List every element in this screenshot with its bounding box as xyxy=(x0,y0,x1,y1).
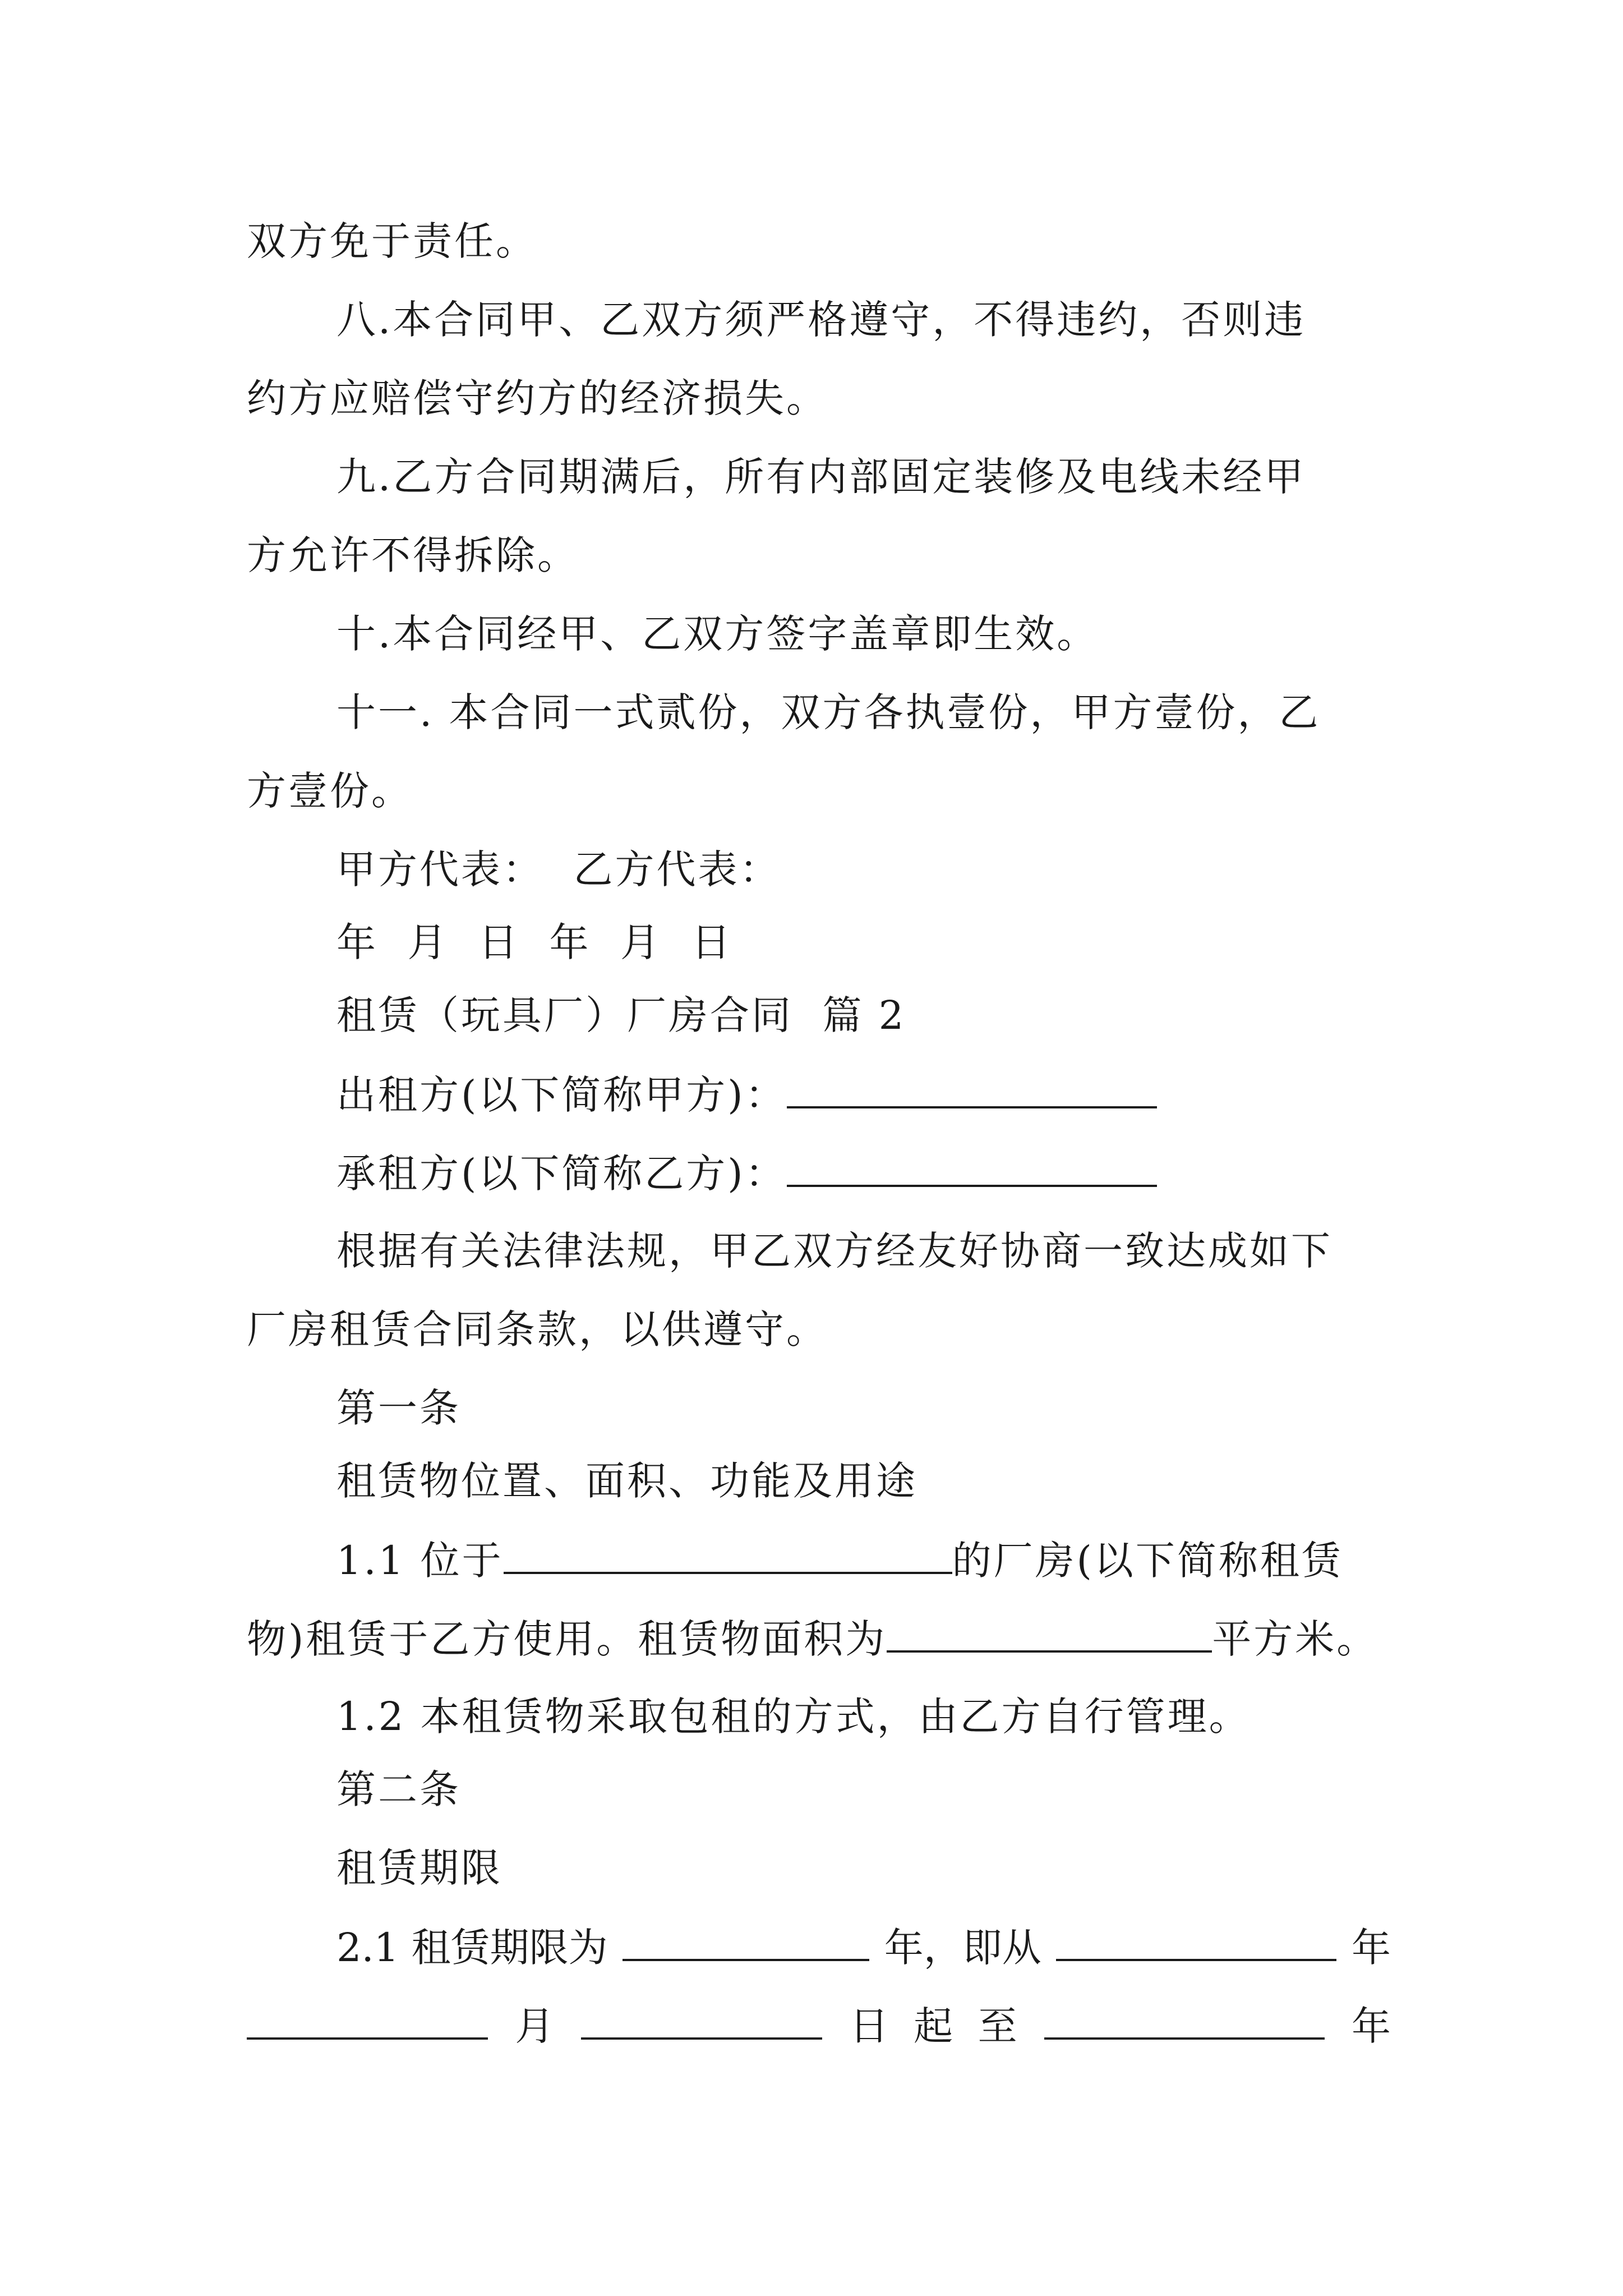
clause-2-1-text-e: 日 起 至 xyxy=(849,2003,1017,2049)
location-blank xyxy=(504,1531,952,1574)
clause-2-1-text-b: 年，即从 xyxy=(884,1925,1041,1971)
clause-1-2: 1.2 本租赁物采取包租的方式，由乙方自行管理。 xyxy=(336,1694,1251,1740)
clause-10: 十.本合同经甲、乙双方签字盖章即生效。 xyxy=(336,611,1099,657)
clause-2-1-line-2 xyxy=(247,1997,1391,2053)
article-2-title: 租赁期限 xyxy=(336,1845,502,1891)
lessor-blank xyxy=(787,1066,1157,1108)
signature-dates: 年 月 日 年 月 日 xyxy=(336,919,733,965)
clause-2-1-line-1 xyxy=(336,1918,1391,1975)
article-1-title: 租赁物位置、面积、功能及用途 xyxy=(336,1458,917,1504)
term-years-blank xyxy=(623,1918,869,1961)
preamble-line-1: 根据有关法律法规，甲乙双方经友好协商一致达成如下 xyxy=(336,1228,1332,1274)
clause-9-line-1: 九.乙方合同期满后，所有内部固定装修及电线未经甲 xyxy=(336,454,1306,500)
preamble-line-2: 厂房租赁合同条款，以供遵守。 xyxy=(247,1306,828,1352)
lessee-blank xyxy=(787,1144,1157,1187)
text-line: 双方免于责任。 xyxy=(247,218,537,264)
lessee-label: 承租方(以下简称乙方)： xyxy=(336,1151,787,1197)
contract-title: 租赁（玩具厂）厂房合同 篇 2 xyxy=(336,992,906,1038)
clause-2-1-text-d: 月 xyxy=(515,2003,555,2049)
clause-8-line-2: 约方应赔偿守约方的经济损失。 xyxy=(247,375,828,421)
article-1-heading: 第一条 xyxy=(336,1385,461,1431)
area-blank xyxy=(887,1610,1212,1653)
lessor-line xyxy=(336,1066,1391,1122)
start-day-blank xyxy=(581,1997,822,2040)
clause-1-1-text-a: 1.1 位于 xyxy=(336,1538,504,1584)
start-year-blank xyxy=(1056,1918,1336,1961)
article-2-heading: 第二条 xyxy=(336,1766,461,1812)
lessee-line xyxy=(336,1144,1391,1200)
signature-representatives: 甲方代表： 乙方代表： xyxy=(336,846,781,892)
clause-1-1-text-c: 物)租赁于乙方使用。租赁物面积为 xyxy=(247,1616,887,1662)
clause-9-line-2: 方允许不得拆除。 xyxy=(247,532,579,578)
start-month-blank xyxy=(247,1997,488,2040)
end-year-blank xyxy=(1044,1997,1325,2040)
clause-11-line-2: 方壹份。 xyxy=(247,768,413,814)
clause-1-1-text-b: 的厂房(以下简称租赁 xyxy=(952,1538,1343,1584)
clause-1-1-line-1 xyxy=(336,1531,1391,1588)
clause-11-line-1: 十一. 本合同一式贰份，双方各执壹份，甲方壹份，乙 xyxy=(336,689,1321,735)
clause-8-line-1: 八.本合同甲、乙双方须严格遵守，不得违约，否则违 xyxy=(336,297,1306,343)
clause-2-1-text-f: 年 xyxy=(1351,2003,1391,2049)
clause-2-1-text-c: 年 xyxy=(1351,1925,1391,1971)
lessor-label: 出租方(以下简称甲方)： xyxy=(336,1072,787,1118)
clause-1-1-line-2 xyxy=(247,1610,1391,1666)
clause-2-1-text-a: 2.1 租赁期限为 xyxy=(336,1925,608,1971)
clause-1-1-text-d: 平方米。 xyxy=(1212,1616,1378,1662)
